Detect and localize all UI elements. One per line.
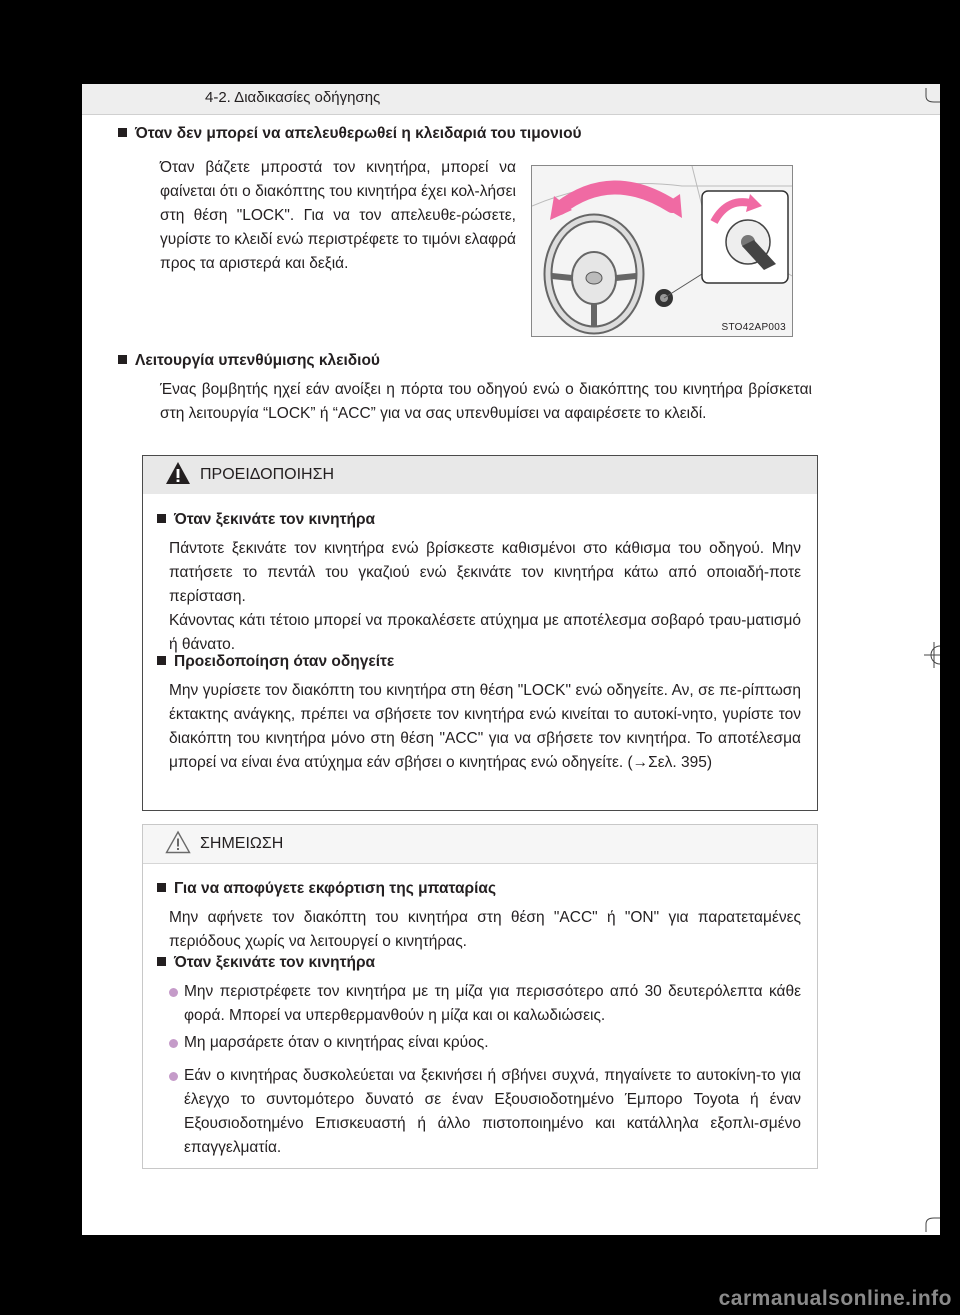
watermark-text: carmanualsonline.info [718, 1287, 952, 1310]
note-bullet-cold-engine: Μη μαρσάρετε όταν ο κινητήρας είναι κρύος. [184, 1034, 489, 1051]
square-bullet-icon [157, 957, 166, 966]
manual-page [82, 84, 940, 1235]
corner-registration-mark-icon [924, 1212, 940, 1232]
warning-triangle-icon [165, 461, 191, 485]
warning-starting-text1: Πάντοτε ξεκινάτε τον κινητήρα ενώ βρίσκεστε καθισμένοι στο κάθισμα του οδηγού. Μην πατήσετε το πεντάλ του γκαζιού ενώ ξεκινάτε τον κινητήρα κάτω από οποιαδή-ποτε περίσταση. [169, 540, 801, 605]
square-bullet-icon [157, 656, 166, 665]
note-box [142, 824, 818, 1169]
warning-header [143, 456, 817, 494]
bullet-dot-icon [169, 1039, 178, 1048]
note-heading-battery: Για να αποφύγετε εκφόρτιση της μπαταρίας [157, 880, 496, 898]
caution-triangle-icon [165, 830, 191, 854]
square-bullet-icon [157, 514, 166, 523]
warning-heading-starting: Όταν ξεκινάτε τον κινητήρα [157, 511, 375, 529]
note-heading-starting: Όταν ξεκινάτε τον κινητήρα [157, 954, 375, 972]
steering-wheel-illustration [531, 165, 793, 337]
note-bullet-cranking: Μην περιστρέφετε τον κινητήρα με τη μίζα για περισσότερο από 30 δευτερόλεπτα κάθε φορά. Μπορεί να υπερθερμανθούν η μίζα και οι καλωδιώσεις. [184, 983, 801, 1024]
warning-title: ΠΡΟΕΙΔΟΠΟΙΗΣΗ [200, 466, 335, 483]
steering-wheel-drawing [532, 166, 792, 336]
section-title: 4-2. Διαδικασίες οδήγησης [205, 89, 381, 106]
section-heading-steering-lock: Όταν δεν μπορεί να απελευθερωθεί η κλειδαριά του τιμονιού [118, 125, 582, 143]
square-bullet-icon [118, 355, 127, 364]
warning-driving-text: Μην γυρίσετε τον διακόπτη του κινητήρα στη θέση "LOCK" ενώ οδηγείτε. Αν, σε πε-ρίπτωση έκτακτης ανάγκης, πρέπει να σβήσετε τον κινητήρα ενώ κινείται το αυτοκί-νητο, γυρίστε τον διακόπτη του κινητήρα μόνο στη θέση "ACC" για να σβήσετε τον κινητήρα. Το αποτέλεσμα μπορεί να είναι ένα ατύχημα εάν σβήσει ο κινητήρας ενώ οδηγείτε. (→Σελ. 395) [169, 682, 801, 771]
figure-code: STO42AP003 [721, 322, 786, 333]
warning-heading-driving: Προειδοποίηση όταν οδηγείτε [157, 653, 394, 671]
note-title: ΣΗΜΕΙΩΣΗ [200, 835, 284, 852]
square-bullet-icon [157, 883, 166, 892]
key-reminder-text: Ένας βομβητής ηχεί εάν ανοίξει η πόρτα του οδηγού ενώ ο διακόπτης του κινητήρα βρίσκεται στη λειτουργία “LOCK” ή “ACC” για να σας υπενθυμίσει να αφαιρέσετε το κλειδί. [160, 381, 812, 422]
warning-box [142, 455, 818, 811]
steering-lock-text: Όταν βάζετε μπροστά τον κινητήρα, μπορεί να φαίνεται ότι ο διακόπτης του κινητήρα έχει κολ-λήσει στη θέση "LOCK". Για να τον απελευθε-ρώσετε, γυρίστε το κλειδί ενώ περιστρέφετε το τιμόνι ελαφρά προς τα αριστερά και δεξιά. [160, 159, 516, 272]
page-header [82, 84, 940, 115]
square-bullet-icon [118, 128, 127, 137]
warning-starting-text2: Κάνοντας κάτι τέτοιο μπορεί να προκαλέσετε ατύχημα με αποτέλεσμα σοβαρό τραυ-ματισμό ή θάνατο. [169, 612, 801, 653]
bullet-dot-icon [169, 1072, 178, 1081]
bullet-dot-icon [169, 988, 178, 997]
corner-registration-mark-icon [924, 88, 940, 108]
center-registration-mark-icon [922, 640, 940, 670]
note-bullet-dealer: Εάν ο κινητήρας δυσκολεύεται να ξεκινήσει ή σβήνει συχνά, πηγαίνετε το αυτοκίνη-το για έλεγχο το συντομότερο δυνατό σε έναν Εξουσιοδοτημένο Έμπορο Toyota ή έναν Εξουσιοδοτημένο Επισκευαστή ή άλλο πιστοποιημένο και κατάλληλα εξοπλι-σμένο επαγγελματία. [184, 1067, 801, 1156]
note-header [143, 825, 817, 864]
section-heading-key-reminder: Λειτουργία υπενθύμισης κλειδιού [118, 352, 380, 370]
note-battery-text: Μην αφήνετε τον διακόπτη του κινητήρα στη θέση "ACC" ή "ON" για παρατεταμένες περιόδους χωρίς να λειτουργεί ο κινητήρας. [169, 909, 801, 950]
